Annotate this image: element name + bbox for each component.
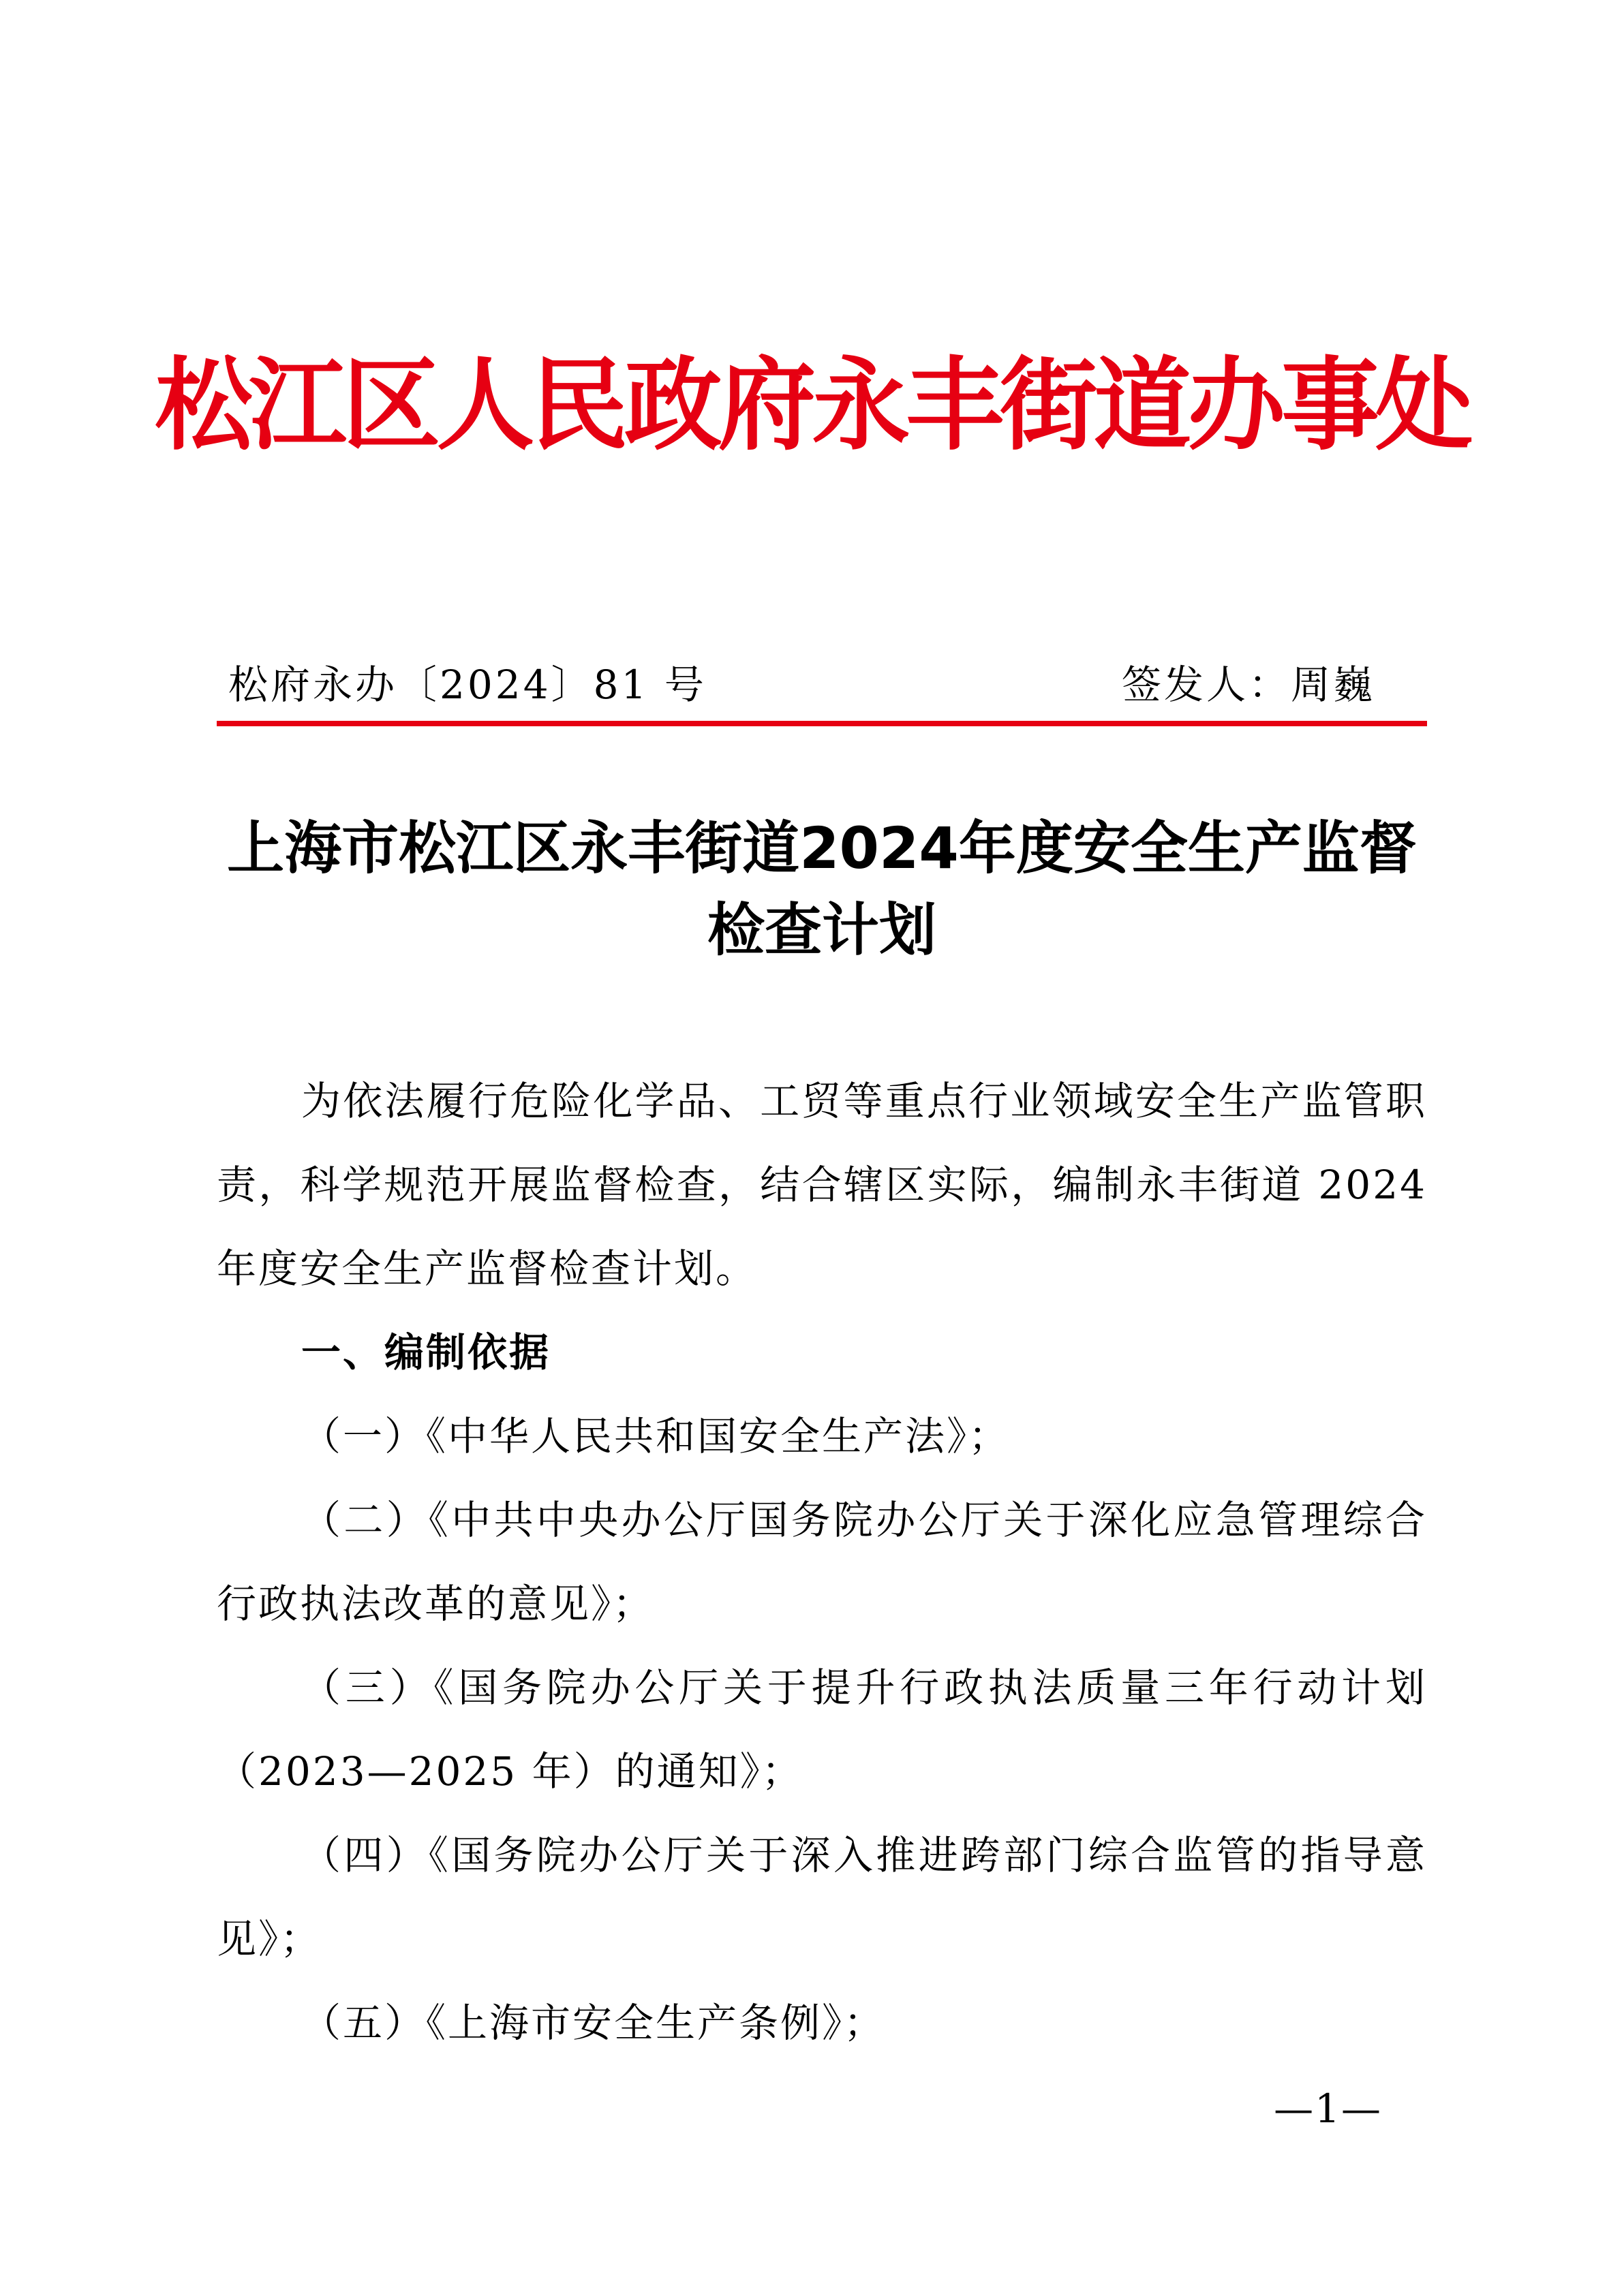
basis-item-3: （三）《国务院办公厅关于提升行政执法质量三年行动计划（2023—2025 年）的通知》；	[217, 1664, 1427, 1795]
issuer-signature: 签发人：周巍	[1121, 662, 1375, 708]
document-meta-row	[225, 657, 1418, 712]
page-number: —1—	[1274, 2085, 1382, 2132]
document-title-line-2: 检查计划	[707, 897, 936, 963]
issuing-authority-masthead: 松江区人民政府永丰街道办事处	[155, 347, 1469, 464]
basis-item-2: （二）《中共中央办公厅国务院办公厅关于深化应急管理综合行政执法改革的意见》；	[217, 1497, 1427, 1627]
basis-item-1: （一）《中华人民共和国安全生产法》；	[301, 1413, 1011, 1459]
intro-paragraph: 为依法履行危险化学品、工贸等重点行业领域安全生产监管职责，科学规范开展监督检查，结合辖区实际，编制永丰街道 2024 年度安全生产监督检查计划。	[217, 1078, 1427, 1292]
section-heading-basis: 一、编制依据	[301, 1329, 551, 1376]
basis-item-4: （四）《国务院办公厅关于深入推进跨部门综合监管的指导意见》；	[217, 1832, 1427, 1962]
document-number: 松府永办〔2024〕81 号	[228, 662, 707, 708]
document-title	[217, 807, 1427, 971]
red-separator-rule	[217, 721, 1427, 726]
document-title-line-1: 上海市松江区永丰街道2024年度安全生产监督	[227, 815, 1417, 882]
basis-item-5: （五）《上海市安全生产条例》；	[301, 2000, 886, 2046]
document-body	[217, 1059, 1427, 2065]
